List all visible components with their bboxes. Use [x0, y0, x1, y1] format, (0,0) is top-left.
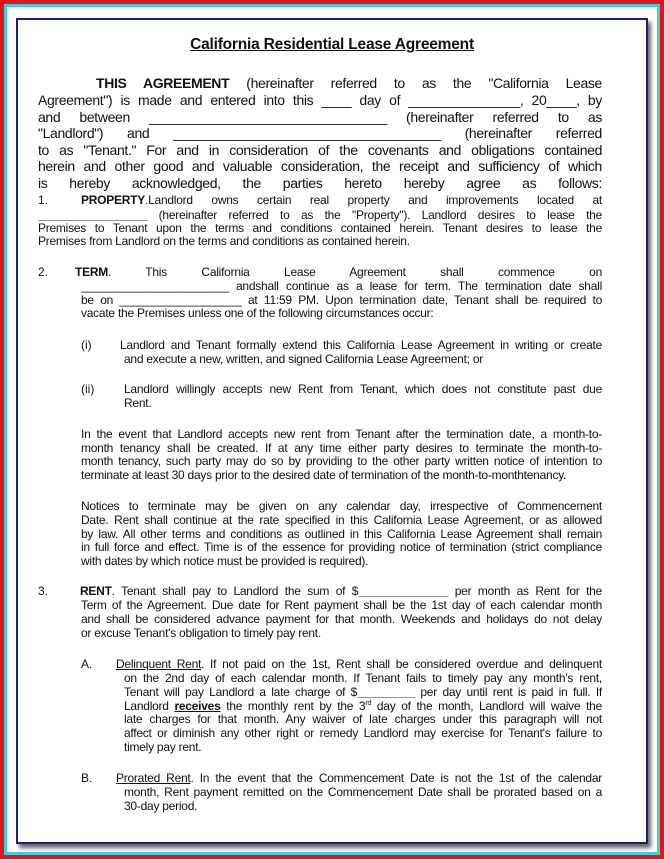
- text-segment: month tenancy shall be created. If at any time either party desires to terminate the month-to-: [81, 441, 602, 455]
- section-number: 1.: [38, 193, 49, 207]
- section-number: 2.: [38, 265, 49, 279]
- section-number: (ii): [81, 382, 95, 396]
- text-segment: receives: [174, 699, 221, 713]
- text-line: [81, 554, 602, 568]
- text-segment: . This California Lease Agreement shall commence on: [108, 265, 602, 279]
- text-segment: month tenancy, such party may do so by providing to the other party written notice of intention to: [81, 454, 602, 468]
- section-number: (i): [81, 338, 92, 352]
- text-line: [38, 142, 602, 159]
- text-line: [120, 338, 602, 352]
- text-line: [124, 382, 602, 396]
- text-segment: by law. All other terms and conditions as outlined in this California Lease Agreement shall remain: [81, 527, 602, 541]
- text-line: [124, 685, 602, 699]
- text-line: [75, 265, 602, 279]
- text-segment: (hereinafter referred to as the "Property"). Landlord desires to lease the: [147, 208, 602, 222]
- text-segment: Landlord and Tenant formally extend this California Lease Agreement in writing or create: [120, 338, 602, 352]
- text-line: [116, 771, 602, 785]
- blank-field: _________________: [38, 208, 148, 222]
- text-segment: herein and other good and valuable consideration, the receipt and sufficiency of which: [38, 157, 602, 174]
- text-segment: In the event that Landlord accepts new rent from Tenant after the termination date, a month-to-: [81, 427, 602, 441]
- text-segment: "Landlord") and ____________________________________ (hereinafter referred: [38, 124, 602, 141]
- text-segment: to as "Tenant." For and in consideration of the covenants and obligations contained: [38, 141, 602, 158]
- text-segment: rd: [365, 700, 372, 707]
- text-segment: day of the month, Landlord will waive the: [371, 699, 603, 713]
- text-segment: . In the event that the Commencement Date is not the 1st of the calendar: [190, 771, 602, 785]
- text-segment: Term of the Agreement. Due date for Rent payment shall be the 1st day of each calendar month: [81, 598, 602, 612]
- text-line: [81, 540, 602, 554]
- text-line: [81, 279, 602, 293]
- text-line: [81, 441, 602, 455]
- text-segment: Landlord: [124, 699, 175, 713]
- section-number: B.: [81, 771, 93, 785]
- text-segment: Premises to Tenant upon the terms and conditions contained herein. Tenant desires to lease the: [38, 221, 602, 235]
- text-line: [124, 699, 602, 713]
- text-line: [81, 427, 602, 441]
- text-segment: TERM: [75, 265, 108, 279]
- text-line: [124, 396, 602, 410]
- text-line: [81, 513, 602, 527]
- text-segment: on the 2nd day of each calendar month. If Tenant fails to timely pay any month's rent,: [124, 671, 602, 685]
- text-segment: the monthly rent by the 3: [220, 699, 366, 713]
- text-segment: THIS AGREEMENT: [96, 74, 230, 91]
- section-number: 3.: [38, 584, 49, 598]
- text-segment: timely pay rent.: [124, 740, 202, 754]
- text-segment: Date. Rent shall continue at the rate specified in this California Lease Agreement, or as allowed: [81, 513, 602, 527]
- text-segment: Agreement") is made and entered into this ____ day of _______________, 20____, by: [38, 91, 602, 108]
- text-line: [38, 158, 602, 175]
- text-line: [124, 740, 602, 754]
- text-line: [38, 221, 602, 235]
- text-segment: and execute a new, written, and signed California Lease Agreement; or: [124, 352, 483, 366]
- text-segment: .Landlord owns certain real property and improvements located at: [145, 193, 602, 207]
- text-line: [81, 499, 602, 513]
- text-line: [38, 175, 602, 192]
- text-segment: Tenant will pay Landlord a late charge of $: [124, 685, 358, 699]
- text-segment: Landlord willingly accepts new Rent from Tenant, which does not constitute past due: [124, 382, 602, 396]
- text-line: [96, 75, 602, 92]
- text-line: [81, 193, 602, 207]
- text-line: [81, 468, 602, 482]
- text-segment: is hereby acknowledged, the parties hereto hereby agree as follows:: [38, 174, 602, 191]
- text-segment: or excuse Tenant's obligation to timely pay rent.: [81, 626, 321, 640]
- section-number: A.: [81, 657, 93, 671]
- blank-field: ______________: [358, 584, 449, 598]
- text-segment: per month as Rent for the: [448, 584, 602, 598]
- text-segment: (hereinafter referred to as the "California Lease: [229, 74, 602, 91]
- text-segment: be on ___________________ at 11:59 PM. Upon termination date, Tenant shall be required to: [81, 293, 602, 307]
- text-line: [81, 293, 602, 307]
- text-segment: with dates by which notice must be provided is required).: [81, 554, 369, 568]
- text-line: [124, 352, 602, 366]
- text-segment: Notices to terminate may be given on any calendar day, irrespective of Commencement: [81, 499, 602, 513]
- text-segment: Delinquent Rent: [116, 657, 202, 671]
- text-segment: affect or diminish any other right or remedy Landlord may exercise for Tenant's failure to: [124, 726, 602, 740]
- text-segment: Prorated Rent: [116, 771, 191, 785]
- text-line: [80, 584, 602, 598]
- text-line: [38, 92, 602, 109]
- text-segment: . Tenant shall pay to Landlord the sum of $: [111, 584, 359, 598]
- blank-field: _________: [357, 685, 415, 699]
- text-segment: per day until rent is paid in full. If: [414, 685, 602, 699]
- document-title: California Residential Lease Agreement: [190, 36, 474, 53]
- text-segment: PROPERTY: [81, 193, 146, 207]
- text-segment: and between ________________________________ (hereinafter referred to as: [38, 108, 602, 125]
- text-segment: RENT: [80, 584, 112, 598]
- text-segment: and shall be considered advance payment for that month. Weekends and holidays do not delay: [81, 612, 602, 626]
- text-line: [116, 657, 602, 671]
- text-line: [124, 799, 602, 813]
- text-line: [81, 527, 602, 541]
- text-line: [38, 234, 602, 248]
- text-segment: Rent.: [124, 396, 152, 410]
- text-line: [124, 712, 602, 726]
- text-line: [38, 109, 602, 126]
- text-segment: late charges for that month. Any waiver of late charges under this paragraph will not: [124, 712, 602, 726]
- text-segment: 30-day period.: [124, 799, 198, 813]
- text-line: [81, 454, 602, 468]
- text-segment: terminate at least 30 days prior to the desired date of termination of the month-to-monthtenancy.: [81, 468, 567, 482]
- text-segment: month, Rent payment remitted on the Commencement Date shall be prorated based on a: [124, 785, 602, 799]
- text-line: [81, 306, 602, 320]
- text-line: [38, 208, 602, 222]
- text-segment: in full force and effect. Time is of the essence for providing notice of termination (strict compliance: [81, 540, 602, 554]
- text-segment: vacate the Premises unless one of the following circumstances occur:: [81, 306, 434, 320]
- text-line: [124, 785, 602, 799]
- text-line: [81, 626, 602, 640]
- text-line: [124, 671, 602, 685]
- text-line: [38, 125, 602, 142]
- text-line: [81, 598, 602, 612]
- text-segment: Premises from Landlord on the terms and conditions as contained herein.: [38, 234, 410, 248]
- text-line: [124, 726, 602, 740]
- text-line: [81, 612, 602, 626]
- text-segment: . If not paid on the 1st, Rent shall be considered overdue and delinquent: [201, 657, 602, 671]
- blank-field: _______________________ andshall continue as a lease for term. The termination date shall: [81, 279, 602, 293]
